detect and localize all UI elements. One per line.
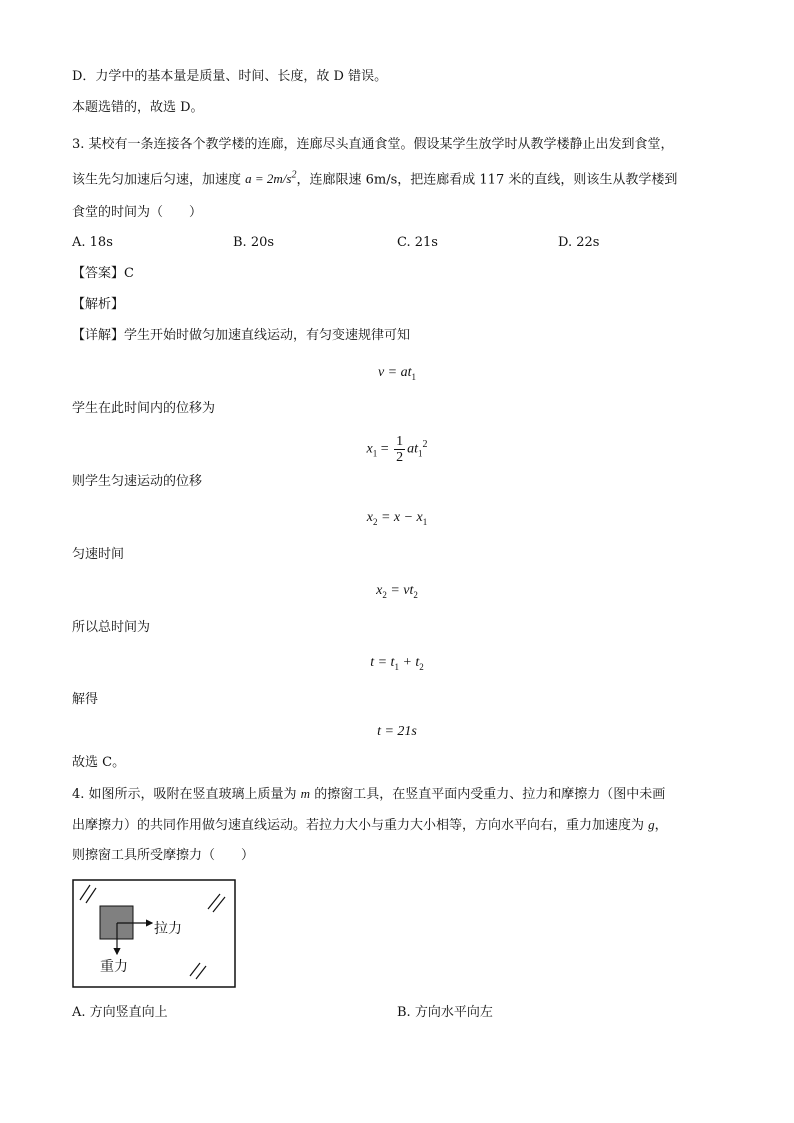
equation-2: $x_1$ = $\frac{1}{2}$ $at_1^2$ bbox=[366, 433, 428, 465]
gravity-label: 重力 bbox=[100, 959, 128, 975]
text-line: 则学生匀速运动的位移 bbox=[72, 474, 203, 489]
text-line: 本题选错的，故选 D。 bbox=[72, 100, 204, 115]
equation-1: $v = at_1$ bbox=[377, 365, 417, 382]
question-4-stem: 则擦窗工具所受摩擦力（ ） bbox=[72, 848, 255, 863]
acceleration-value: $a = 2m/s^2$ bbox=[245, 170, 297, 187]
question-3-stem: 3. 某校有一条连接各个教学楼的连廊，连廊尽头直通食堂。假设某学生放学时从教学楼静止出发到食堂， bbox=[72, 137, 674, 152]
option-b: B. 方向水平向左 bbox=[397, 1005, 493, 1020]
question-3-stem bbox=[72, 167, 677, 189]
stem-text: 该生先匀加速后匀速，加速度 bbox=[72, 172, 246, 188]
fraction: $\frac{1}{2}$ bbox=[396, 433, 404, 465]
equation-3: $x_2 = x - x_1$ bbox=[366, 510, 428, 527]
pull-force-label: 拉力 bbox=[154, 921, 182, 937]
window-cleaner-diagram bbox=[72, 879, 236, 989]
text-line: 匀速时间 bbox=[72, 547, 125, 562]
option-c: C. 21s bbox=[397, 235, 438, 250]
question-3-stem: 食堂的时间为（ ） bbox=[72, 205, 203, 220]
answer-line: 【答案】C bbox=[72, 266, 134, 281]
equation-4: $x_2 = vt_2$ bbox=[376, 583, 418, 600]
equation-6: t = 21s bbox=[377, 724, 417, 739]
gravity-symbol: g bbox=[648, 817, 655, 832]
question-4-stem: 4. 如图所示，吸附在竖直玻璃上质量为 m 的擦窗工具，在竖直平面内受重力、拉力和摩擦力（图中未画 bbox=[72, 786, 666, 802]
stem-text: ，连廊限速 6m/s，把连廊看成 117 米的直线，则该生从教学楼到 bbox=[296, 172, 678, 188]
text-line: 学生在此时间内的位移为 bbox=[72, 401, 216, 416]
mass-symbol: m bbox=[300, 786, 311, 801]
equation-5: $t = t_1 + t_2$ bbox=[370, 655, 424, 672]
text-line: 故选 C。 bbox=[72, 755, 126, 770]
option-b: B. 20s bbox=[233, 235, 275, 250]
detail-line: 【详解】学生开始时做匀加速直线运动，有匀变速规律可知 bbox=[72, 328, 411, 343]
option-d: D. 22s bbox=[558, 235, 600, 250]
text-line: 解得 bbox=[72, 692, 99, 707]
text-line: 所以总时间为 bbox=[72, 620, 151, 635]
analysis-heading: 【解析】 bbox=[72, 297, 125, 312]
option-a: A. 18s bbox=[72, 235, 113, 250]
text-line: D．力学中的基本量是质量、时间、长度，故 D 错误。 bbox=[72, 69, 388, 84]
question-4-stem: 出摩擦力）的共同作用做匀速直线运动。若拉力大小与重力大小相等，方向水平向右，重力加速度为 g， bbox=[72, 817, 668, 833]
option-a: A. 方向竖直向上 bbox=[72, 1005, 168, 1020]
